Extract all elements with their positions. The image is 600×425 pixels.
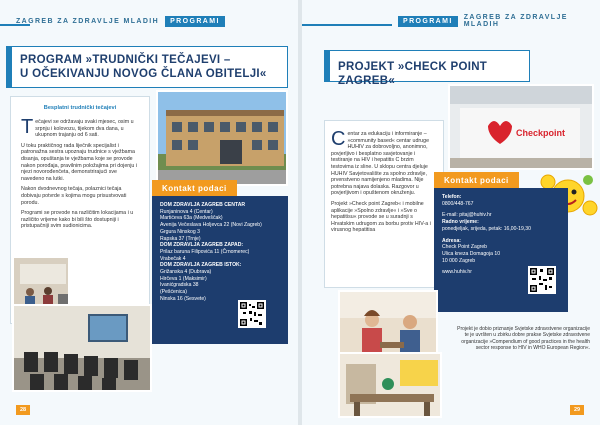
contact-line: DOM ZDRAVLJA ZAGREB ZAPAD: — [160, 242, 244, 249]
contact-line: Rapska 37 (Trnje) — [160, 235, 201, 242]
title-text: PROJEKT »CHECK POINT ZAGREB« — [338, 61, 488, 87]
office-illustration — [340, 354, 442, 418]
contact-line: Martićeva 63a (Medveščak) — [160, 215, 223, 222]
award-text: Projekt je dobio priznanje Svjetske zdravstvene organizacije te je uvršten u zbirku dobre prakse Svjetske zdravstvene organizacije »Compendium of good practices in the health sector response to HIV in WHO European Region«. — [457, 326, 590, 352]
contact-tab: Kontakt podaci — [434, 172, 519, 189]
article-body — [21, 116, 139, 230]
header-line — [302, 24, 392, 26]
contact-line: Vrabečak 4 — [160, 255, 186, 262]
paragraph-1: ečajevi se održavaju svaki mjesec, osim u srpnju i kolovozu, tijekom dva dana, u ukupnom trajanju od 6 sati. — [35, 119, 134, 139]
web-link[interactable]: www.huhiv.hr — [442, 269, 472, 276]
address-label: Adresa: — [442, 237, 461, 244]
article-box — [324, 120, 444, 288]
header-tag: PROGRAMI — [165, 16, 225, 27]
paragraph-3: Nakon dvodnevnog tečaja, polaznici tečaja dobivaju potvrde s kojima mogu prisustvovati porodu. — [21, 186, 127, 206]
checkpoint-sign-text: Checkpoint — [516, 128, 566, 138]
paragraph-4: Programi se provode na različitim lokacijama i u različito vrijeme kako bi bili što dostupniji i pristupačniji svim sudionicima. — [21, 210, 134, 230]
paragraph-2: Projekt »Check point Zagreb« i mobilne aplikacije »Spolno zdravlje« i »Sve o hepatitisu« provode se u suradnji s Hrvatskim udrugom za borbu protiv HIV-a i virusnog hepatitisa — [331, 200, 431, 234]
header-tag: PROGRAMI — [398, 16, 458, 27]
qr-code-icon — [238, 300, 266, 328]
seminar-photo — [12, 256, 70, 306]
contact-lines — [160, 202, 280, 303]
address-line-1: Check Point Zagreb — [442, 244, 488, 251]
page-title — [324, 50, 530, 87]
contact-line: Grgura Ninskog 3 — [160, 228, 200, 235]
contact-line: Ninska 16 (Sesvete) — [160, 295, 206, 302]
header-line — [0, 24, 30, 26]
header-strip — [398, 14, 600, 28]
dropcap: C — [331, 128, 346, 150]
seminar-illustration — [14, 258, 70, 306]
title-line-1: PROGRAM »TRUDNIČKI TEČAJEVI – — [20, 54, 231, 66]
contact-line: Grižanska 4 (Dubrava) — [160, 269, 212, 276]
building-photo — [156, 90, 288, 186]
contact-line: Runjaninova 4 (Centar) — [160, 208, 213, 215]
email-value: E-mail: pitaj@huhiv.hr — [442, 212, 492, 219]
lecture-room-illustration — [14, 306, 152, 392]
paragraph-1: entar za edukaciju i informiranje – »community based« centar udruge HUHIV za dobrovoljno, anonimno, povjerljivo i besplatno savjetovanje i testiranje na HIV i hepatitis C brzim testovima iz sline. U sklopu centra djeluje HUHIV Savjetovalište za spolno zdravlje, prvenstveno namijenjeno mladima. Nije potrebna najava dolaska. Razgovor u povjerljivom i opuštenom okruženju. — [331, 131, 430, 197]
building-illustration — [158, 92, 288, 186]
left-page — [0, 0, 298, 425]
contact-tab: Kontakt podaci — [152, 180, 237, 197]
checkpoint-illustration — [450, 86, 594, 170]
article-subtitle: Besplatni trudnički tečajevi — [43, 105, 117, 111]
counseling-illustration — [340, 292, 438, 356]
checkpoint-photo — [448, 84, 594, 170]
page-title — [6, 46, 288, 88]
qr-code-icon — [528, 266, 556, 294]
contact-line: Hirčeva 1 (Maksimir) — [160, 275, 207, 282]
phone-value: 0800/448-767 — [442, 200, 474, 207]
header-text: ZAGREB ZA ZDRAVLJE MLADIH — [16, 17, 160, 25]
contact-box — [152, 196, 288, 344]
dropcap: T — [21, 116, 34, 138]
hours-label: Radno vrijeme: — [442, 219, 479, 226]
header-text: ZAGREB ZA ZDRAVLJE MLADIH — [463, 14, 568, 28]
page-number: 28 — [16, 405, 30, 415]
address-line-2: Ulica kneza Domagoja 10 — [442, 250, 501, 257]
counseling-photo — [338, 290, 438, 356]
right-page — [302, 0, 600, 425]
contact-line: DOM ZDRAVLJA ZAGREB ISTOK: — [160, 262, 242, 269]
lecture-room-photo — [12, 304, 152, 392]
contact-line: DOM ZDRAVLJA ZAGREB CENTAR — [160, 202, 246, 208]
contact-line: Ivanićgradska 38 — [160, 282, 199, 289]
page-number: 29 — [570, 405, 584, 415]
article-body — [331, 128, 437, 234]
hours-value: ponedjeljak, srijeda, petak: 16,00-19,30 — [442, 225, 531, 232]
header-strip — [16, 14, 225, 28]
address-line-3: 10 000 Zagreb — [442, 257, 476, 264]
title-line-2: U OČEKIVANJU NOVOG ČLANA OBITELJI« — [20, 68, 267, 80]
contact-line: (Pešćenica) — [160, 289, 187, 296]
phone-label: Telefon: — [442, 194, 462, 200]
office-photo — [338, 352, 442, 418]
paragraph-2: U toku praktičnog rada liječnik specijalist i patronažna sestra upoznaju trudnice s vježbama disanja, opuštanja te vježbama koje se provode nakon porođaja, pravilnim položajima pri dojenju i njezi novorođenčeta, demonstrirajući sve navedeno na lutki. — [21, 142, 138, 182]
contact-line: Prilaz baruna Filipovića 11 (Črnomerec) — [160, 248, 250, 255]
contact-line: Avenija Večeslava Holjevca 22 (Novi Zagreb) — [160, 222, 262, 229]
